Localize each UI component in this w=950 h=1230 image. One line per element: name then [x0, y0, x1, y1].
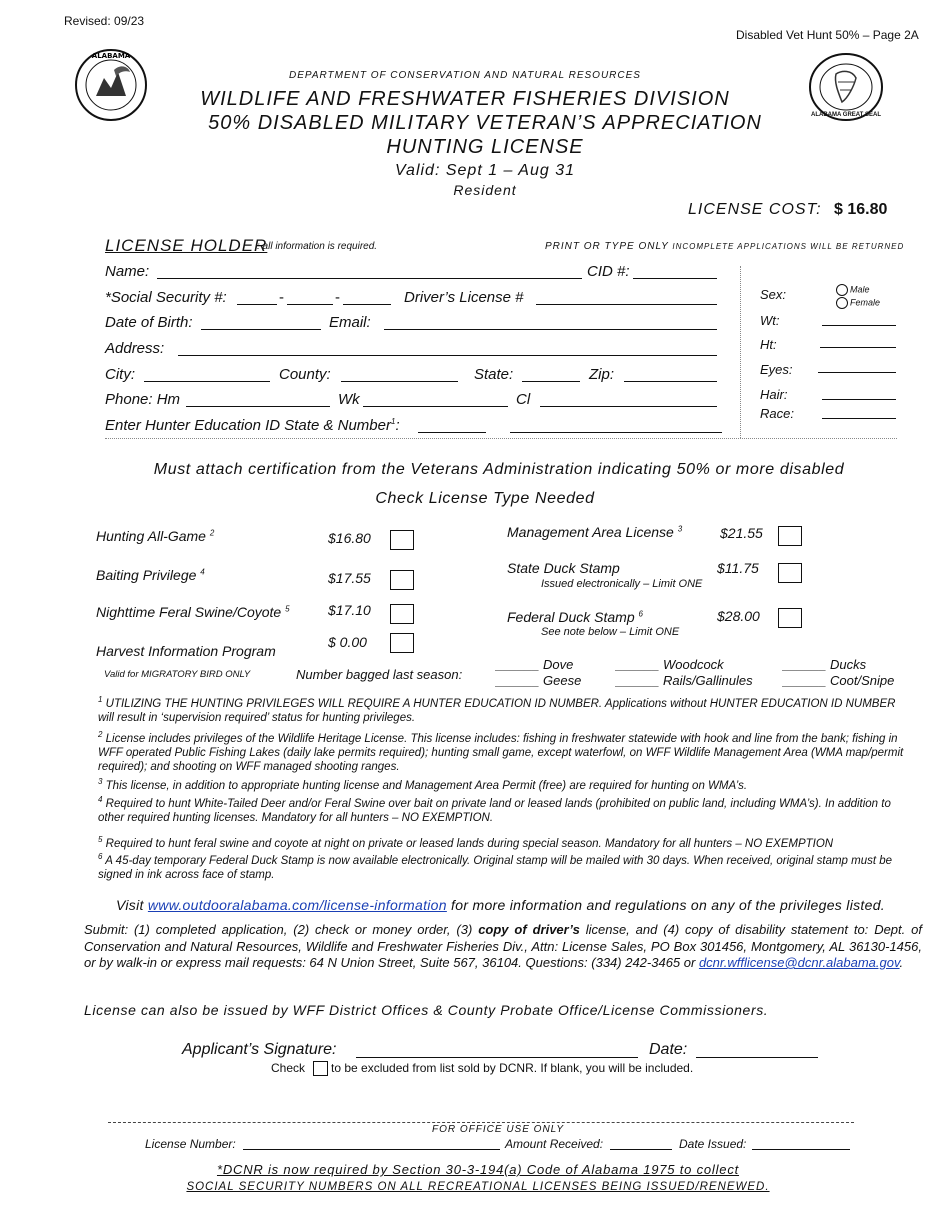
weight-field[interactable]: [822, 325, 896, 326]
footnote-3: [98, 775, 913, 793]
eyes-label: Eyes:: [760, 362, 793, 377]
sex-male-option[interactable]: [836, 284, 870, 296]
footnote-sup: 6: [638, 609, 643, 619]
legal-line2-text: SOCIAL SECURITY NUMBERS ON ALL RECREATIONAL LICENSES BEING ISSUED/RENEWED.: [186, 1181, 770, 1193]
sex-female-option[interactable]: [836, 297, 880, 309]
license-hip-label: Harvest Information Program: [96, 643, 276, 659]
license-price: $11.75: [717, 560, 759, 576]
submit-instructions: [84, 922, 922, 972]
ssn-field-2[interactable]: [287, 304, 333, 305]
footnote-number: 1: [98, 695, 103, 704]
height-label: Ht:: [760, 337, 777, 352]
drivers-license-field[interactable]: [536, 304, 717, 305]
license-hunting-all-game-label: [96, 528, 214, 544]
state-field[interactable]: [522, 381, 580, 382]
footnote-number: 3: [98, 777, 103, 786]
footnote-number: 6: [98, 852, 103, 861]
state-label: State:: [474, 366, 514, 383]
email-field[interactable]: [384, 329, 717, 330]
signature-label: Applicant’s Signature:: [182, 1041, 337, 1058]
footnote-number: 2: [98, 730, 103, 739]
submit-end: .: [899, 955, 904, 970]
address-label: Address:: [105, 340, 165, 357]
signature-field[interactable]: [356, 1057, 638, 1058]
hip-checkbox[interactable]: [390, 633, 414, 653]
hip-woodcock[interactable]: ______ Woodcock: [616, 657, 724, 672]
license-federal-duck-stamp-label: [507, 609, 643, 625]
hunter-ed-text: Enter Hunter Education ID State & Number: [105, 417, 391, 434]
license-info-link[interactable]: www.outdooralabama.com/license-information: [147, 897, 447, 913]
license-cost-label: LICENSE COST:: [688, 201, 822, 218]
phone-home-label: Phone: Hm: [105, 391, 181, 408]
opt-out-check-pre: Check: [271, 1061, 306, 1075]
visit-pre: Visit: [116, 897, 148, 913]
license-label: Nighttime Feral Swine/Coyote: [96, 604, 282, 620]
city-field[interactable]: [144, 381, 270, 382]
hip-dove[interactable]: ______ Dove: [496, 657, 574, 672]
legal-notice-line1: [0, 1162, 950, 1177]
license-state-duck-stamp-label: State Duck Stamp: [507, 560, 620, 576]
hair-field[interactable]: [822, 399, 896, 400]
signature-date-label: Date:: [649, 1041, 688, 1058]
zip-label: Zip:: [589, 366, 615, 383]
license-label: Management Area License: [507, 524, 674, 540]
dob-label: Date of Birth:: [105, 314, 193, 331]
footnote-text: A 45-day temporary Federal Duck Stamp is now available electronically. Original stamp will be mailed with 30 days. When received, original stamp must be signed in ink across face of stamp.: [98, 854, 893, 881]
submit-text: Submit: (1) completed application, (2) check or money order, (3): [84, 922, 479, 937]
print-note: [545, 241, 904, 252]
ssn-label: *Social Security #:: [105, 289, 227, 306]
visit-line: [116, 897, 885, 913]
hip-ducks[interactable]: ______ Ducks: [783, 657, 867, 672]
footnote-4: [98, 793, 913, 825]
opt-out-text: to be excluded from list sold by DCNR. If blank, you will be included.: [331, 1061, 694, 1075]
footnote-text: UTILIZING THE HUNTING PRIVILEGES WILL REQUIRE A HUNTER EDUCATION ID NUMBER. Applications without HUNTER EDUCATION ID NUMBER will result in ‘supervision required’ status for hunting privileges.: [98, 697, 896, 724]
feral-swine-checkbox[interactable]: [390, 604, 414, 624]
phone-cell-label: Cl: [516, 391, 531, 408]
license-holder-title: LICENSE HOLDER: [105, 236, 268, 255]
phone-work-field[interactable]: [363, 406, 508, 407]
eyes-field[interactable]: [818, 372, 896, 373]
license-cost-value: $ 16.80: [834, 201, 888, 218]
holder-note: : all information is required.: [257, 241, 378, 252]
license-baiting-privilege-label: [96, 567, 205, 583]
great-seal-text: ALABAMA GREAT SEAL: [811, 112, 881, 118]
check-license-type: Check License Type Needed: [375, 490, 595, 507]
office-date-issued-label: Date Issued:: [679, 1137, 747, 1151]
ssn-field-1[interactable]: [237, 304, 277, 305]
hip-valid-note: Valid for MIGRATORY BIRD ONLY: [104, 669, 251, 680]
footnote-6: [98, 850, 913, 882]
hunter-ed-colon: :: [395, 417, 400, 434]
race-field[interactable]: [822, 418, 896, 419]
footnote-sup: 2: [209, 528, 215, 538]
page-reference: Disabled Vet Hunt 50% – Page 2A: [736, 28, 919, 42]
ssn-dash-2: -: [335, 289, 340, 306]
license-label: Baiting Privilege: [96, 567, 197, 583]
zip-field[interactable]: [624, 381, 717, 382]
male-label: Male: [850, 284, 870, 295]
race-label: Race:: [760, 406, 794, 421]
office-license-number-label: License Number:: [145, 1137, 236, 1151]
seal-left-text: ALABAMA: [91, 52, 131, 60]
state-duck-stamp-checkbox[interactable]: [778, 563, 802, 583]
management-area-checkbox[interactable]: [778, 526, 802, 546]
resident-label: Resident: [453, 182, 517, 198]
hunter-ed-label: [105, 417, 400, 434]
license-label: Hunting All-Game: [96, 528, 206, 544]
license-feral-swine-label: [96, 604, 290, 620]
va-certification-notice: Must attach certification from the Veterans Administration indicating 50% or more disabled: [153, 461, 845, 478]
hunter-ed-state-field[interactable]: [418, 432, 486, 433]
hip-rails[interactable]: ______ Rails/Gallinules: [616, 673, 753, 688]
footnote-number: 4: [98, 795, 103, 804]
baiting-privilege-checkbox[interactable]: [390, 570, 414, 590]
legal-line1-text: *DCNR is now required by Section 30-3-194(a) Code of Alabama 1975 to collect: [216, 1162, 740, 1177]
footnote-1: [98, 693, 913, 725]
division-name: WILDLIFE AND FRESHWATER FISHERIES DIVISION: [200, 88, 730, 110]
signature-date-field[interactable]: [696, 1057, 818, 1058]
federal-duck-stamp-checkbox[interactable]: [778, 608, 802, 628]
office-use-divider: [108, 1122, 854, 1123]
office-date-issued-field[interactable]: [752, 1149, 850, 1150]
height-field[interactable]: [820, 347, 896, 348]
hunting-all-game-checkbox[interactable]: [390, 530, 414, 550]
phone-home-field[interactable]: [186, 406, 330, 407]
hip-bagged-label: Number bagged last season:: [296, 667, 463, 682]
print-note-small: INCOMPLETE APPLICATIONS WILL BE RETURNED: [672, 242, 905, 251]
office-use-title: FOR OFFICE USE ONLY: [432, 1124, 564, 1135]
holder-bottom-divider: [105, 438, 897, 439]
license-email-link[interactable]: dcnr.wfflicense@dcnr.alabama.gov: [698, 955, 900, 970]
issued-by-note: License can also be issued by WFF District Offices & County Probate Office/License Commissioners.: [84, 1002, 769, 1018]
license-price: $ 0.00: [328, 634, 367, 650]
hip-geese[interactable]: ______ Geese: [496, 673, 582, 688]
office-amount-label: Amount Received:: [505, 1137, 604, 1151]
license-price: $16.80: [328, 530, 371, 546]
name-label: Name:: [105, 263, 150, 280]
opt-out-checkbox[interactable]: [313, 1061, 328, 1076]
state-duck-stamp-note: Issued electronically – Limit ONE: [541, 578, 703, 590]
federal-duck-stamp-note: See note below – Limit ONE: [541, 626, 680, 638]
city-label: City:: [105, 366, 135, 383]
print-note-main: PRINT OR TYPE ONLY: [545, 241, 669, 252]
revised-date: Revised: 09/23: [64, 14, 145, 28]
license-title-line2: HUNTING LICENSE: [386, 136, 584, 158]
submit-bold: copy of driver’s: [478, 922, 580, 937]
cid-field[interactable]: [633, 278, 717, 279]
ssn-dash-1: -: [279, 289, 284, 306]
license-price: $17.10: [328, 602, 371, 618]
footnote-sup: 5: [285, 604, 290, 614]
visit-post: for more information and regulations on any of the privileges listed.: [446, 897, 885, 913]
name-field[interactable]: [157, 278, 582, 279]
valid-period: Valid: Sept 1 – Aug 31: [394, 162, 576, 179]
female-label: Female: [850, 297, 881, 308]
cid-label: CID #:: [587, 263, 630, 280]
dob-field[interactable]: [201, 329, 321, 330]
hair-label: Hair:: [760, 387, 788, 402]
submit-text-2: license, and (4) copy of disability statement to: Dept. of Conservation and Natural Resources, Wildlife and Freshwater Fisheries Div., Attn: License Sales, PO Box 301456, Montgomery, AL 36130-1456, or by walk-in or express mail requests: 64 N Union Street, Suite 567, 36104. Questions: (334) 242-3465 or: [84, 922, 922, 970]
hip-coot[interactable]: ______ Coot/Snipe: [783, 673, 895, 688]
footnote-2: [98, 728, 913, 774]
email-label: Email:: [329, 314, 371, 331]
office-amount-field[interactable]: [610, 1149, 672, 1150]
license-price: $21.55: [720, 525, 763, 541]
address-field[interactable]: [178, 355, 717, 356]
license-title: 50% DISABLED MILITARY VETERAN’S APPRECIATION: [208, 112, 762, 134]
male-radio[interactable]: [836, 284, 848, 296]
footnote-sup: 3: [677, 524, 683, 534]
phone-work-label: Wk: [338, 391, 360, 408]
footnote-text: License includes privileges of the Wildlife Heritage License. This license includes: fishing in freshwater statewide with hook and line from the bank; fishing in WFF operated Public Fishing Lakes (daily lake permits required); hunting small game, except waterfowl, on WFF Wildlife Management Area (WMA map/permit required); and shooting on WFF managed shooting ranges.: [98, 732, 904, 773]
hunter-ed-sup: 1: [390, 417, 396, 426]
footnote-number: 5: [98, 835, 103, 844]
license-management-area-label: [507, 524, 682, 540]
female-radio[interactable]: [836, 297, 848, 309]
footnote-text: Required to hunt feral swine and coyote at night on private or leased lands during special season. Mandatory for all hunters – NO EXEMPTION: [105, 837, 834, 850]
sex-label: Sex:: [760, 287, 787, 302]
license-price: $28.00: [717, 608, 760, 624]
county-field[interactable]: [341, 381, 458, 382]
holder-divider: [740, 266, 741, 438]
legal-notice-line2: [0, 1181, 950, 1193]
ssn-field-3[interactable]: [343, 304, 391, 305]
phone-cell-field[interactable]: [540, 406, 717, 407]
footnote-text: This license, in addition to appropriate hunting license and Management Area Permit (free) are required for hunting on WMA’s.: [105, 779, 748, 792]
weight-label: Wt:: [760, 313, 780, 328]
drivers-license-label: Driver’s License #: [404, 289, 524, 306]
footnote-5: [98, 833, 913, 851]
department-name: DEPARTMENT OF CONSERVATION AND NATURAL RESOURCES: [289, 70, 641, 81]
footnote-text: Required to hunt White-Tailed Deer and/or Feral Swine over bait on private land or leased lands (prohibited on public land, including WMA’s). In addition to other required hunting licenses. Mandatory for all hunters – NO EXEMPTION.: [98, 797, 891, 824]
license-price: $17.55: [328, 570, 371, 586]
office-license-number-field[interactable]: [243, 1149, 500, 1150]
footnote-sup: 4: [200, 567, 205, 577]
license-label: Federal Duck Stamp: [507, 609, 635, 625]
county-label: County:: [279, 366, 331, 383]
hunter-ed-number-field[interactable]: [510, 432, 722, 433]
